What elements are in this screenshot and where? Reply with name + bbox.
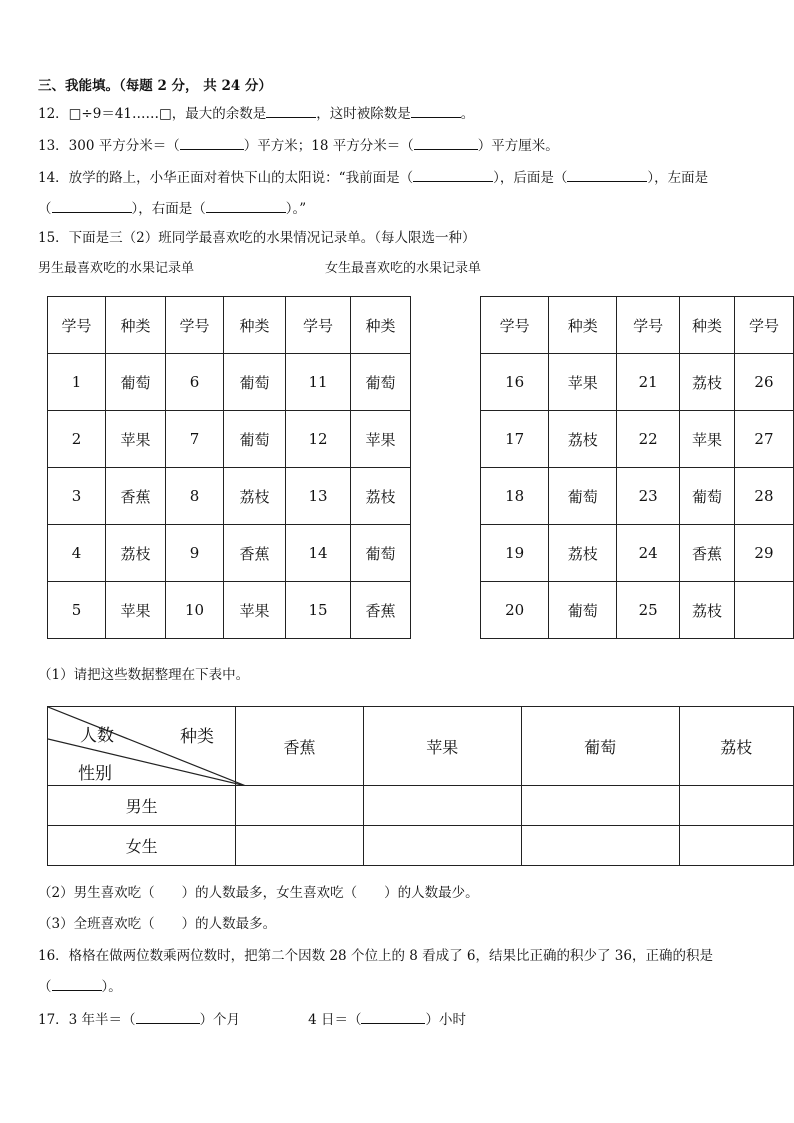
student-number-cell: 5	[48, 582, 106, 639]
girls-record-table-wrap	[480, 296, 794, 646]
student-number-cell: 10	[166, 582, 224, 639]
student-number-cell: 15	[286, 582, 351, 639]
boys-header-row	[48, 297, 411, 354]
q16-text-b: （	[38, 979, 52, 995]
question-14-line1	[38, 168, 708, 187]
student-number-cell: 14	[286, 525, 351, 582]
answer-cell[interactable]	[679, 786, 793, 826]
fruit-kind-cell: 荔枝	[106, 525, 166, 582]
row-label-girls: 女生	[48, 826, 236, 866]
student-number-cell: 28	[734, 468, 793, 525]
girls-row	[481, 525, 794, 582]
q14-text-a: 14．放学的路上，小华正面对着快下山的太阳说：“我前面是（	[38, 170, 414, 186]
sub-question-2: （2）男生喜欢吃（ ）的人数最多，女生喜欢吃（ ）的人数最少。	[38, 885, 479, 901]
student-number-cell: 13	[286, 468, 351, 525]
student-number-cell: 19	[481, 525, 549, 582]
student-number-cell: 22	[617, 411, 680, 468]
student-number-cell: 23	[617, 468, 680, 525]
fruit-kind-cell: 荔枝	[224, 468, 286, 525]
q16-blank[interactable]	[52, 977, 102, 991]
q17-blank-1[interactable]	[136, 1010, 200, 1024]
student-number-cell: 1	[48, 354, 106, 411]
answer-cell[interactable]	[236, 786, 364, 826]
fruit-kind-cell: 荔枝	[679, 582, 734, 639]
boys-record-table	[47, 296, 411, 639]
fruit-kind-cell: 葡萄	[224, 354, 286, 411]
q14-blank-1[interactable]	[413, 168, 493, 182]
fruit-kind-cell: 苹果	[224, 582, 286, 639]
fruit-kind-cell: 荔枝	[679, 354, 734, 411]
girls-row	[481, 354, 794, 411]
summary-header-row	[48, 707, 794, 786]
q13-blank-1[interactable]	[180, 136, 244, 150]
q17-text-a: 17．3 年半＝（	[38, 1012, 136, 1028]
student-number-cell: 4	[48, 525, 106, 582]
student-number-cell	[734, 582, 793, 639]
question-13	[38, 136, 559, 155]
girls-header-row	[481, 297, 794, 354]
summary-corner-cell	[48, 707, 236, 786]
student-number-cell: 11	[286, 354, 351, 411]
boys-row	[48, 411, 411, 468]
fruit-kind-cell: 葡萄	[351, 525, 411, 582]
q14-text-d: （	[38, 201, 52, 217]
header-cell: 种类	[679, 297, 734, 354]
sub-question-1: （1）请把这些数据整理在下表中。	[38, 667, 250, 683]
student-number-cell: 26	[734, 354, 793, 411]
q13-blank-2[interactable]	[414, 136, 478, 150]
q17-text-c: 4 日＝（	[308, 1012, 362, 1028]
fruit-header-apple: 苹果	[363, 707, 521, 786]
q17-blank-2[interactable]	[361, 1010, 425, 1024]
student-number-cell: 27	[734, 411, 793, 468]
q14-blank-2[interactable]	[567, 168, 647, 182]
girls-row	[481, 411, 794, 468]
fruit-kind-cell: 苹果	[679, 411, 734, 468]
question-15-intro: 15．下面是三（2）班同学最喜欢吃的水果情况记录单。（每人限选一种）	[38, 230, 476, 246]
fruit-kind-cell: 葡萄	[224, 411, 286, 468]
fruit-header-lychee: 荔枝	[679, 707, 793, 786]
boys-row	[48, 354, 411, 411]
boys-row	[48, 525, 411, 582]
boys-row	[48, 582, 411, 639]
student-number-cell: 18	[481, 468, 549, 525]
student-number-cell: 7	[166, 411, 224, 468]
fruit-kind-cell: 荔枝	[549, 411, 617, 468]
corner-kind-label: 种类	[180, 727, 214, 747]
question-16-line1: 16．格格在做两位数乘两位数时，把第二个因数 28 个位上的 8 看成了 6，结果比正确的积少了 36，正确的积是	[38, 948, 713, 964]
question-12	[38, 104, 474, 123]
question-14-line2	[38, 199, 306, 218]
girls-caption: 女生最喜欢吃的水果记录单	[325, 261, 482, 276]
fruit-kind-cell: 香蕉	[106, 468, 166, 525]
boys-caption: 男生最喜欢吃的水果记录单	[38, 261, 195, 276]
student-number-cell: 21	[617, 354, 680, 411]
question-16-line2	[38, 977, 122, 996]
student-number-cell: 3	[48, 468, 106, 525]
summary-row-boys	[48, 786, 794, 826]
student-number-cell: 25	[617, 582, 680, 639]
section-header: 三、我能填。（每题 2 分， 共 24 分）	[38, 78, 272, 94]
sub-question-3: （3）全班喜欢吃（ ）的人数最多。	[38, 916, 277, 932]
fruit-kind-cell: 苹果	[549, 354, 617, 411]
header-cell: 学号	[734, 297, 793, 354]
header-cell: 学号	[286, 297, 351, 354]
q12-blank-2[interactable]	[411, 104, 461, 118]
fruit-kind-cell: 苹果	[106, 411, 166, 468]
answer-cell[interactable]	[521, 826, 679, 866]
fruit-kind-cell: 荔枝	[549, 525, 617, 582]
answer-cell[interactable]	[679, 826, 793, 866]
student-number-cell: 24	[617, 525, 680, 582]
header-cell: 学号	[48, 297, 106, 354]
q14-text-b: ），后面是（	[493, 170, 568, 186]
fruit-kind-cell: 葡萄	[549, 468, 617, 525]
fruit-kind-cell: 苹果	[351, 411, 411, 468]
header-cell: 学号	[617, 297, 680, 354]
header-cell: 学号	[481, 297, 549, 354]
q14-blank-3[interactable]	[52, 199, 132, 213]
q13-text-c: ）平方厘米。	[477, 138, 559, 154]
fruit-kind-cell: 香蕉	[351, 582, 411, 639]
boys-row	[48, 468, 411, 525]
answer-cell[interactable]	[363, 826, 521, 866]
q14-text-e: ），右面是（	[131, 201, 206, 217]
q12-blank-1[interactable]	[266, 104, 316, 118]
student-number-cell: 20	[481, 582, 549, 639]
header-cell: 种类	[224, 297, 286, 354]
summary-table	[47, 706, 794, 866]
q12-text-a: 12．□÷9＝41……□，最大的余数是	[38, 106, 267, 122]
girls-record-table	[480, 296, 794, 639]
q17-text-d: ）小时	[425, 1012, 466, 1028]
summary-row-girls	[48, 826, 794, 866]
girls-row	[481, 582, 794, 639]
fruit-kind-cell: 香蕉	[679, 525, 734, 582]
fruit-kind-cell: 葡萄	[106, 354, 166, 411]
q17-text-b: ）个月	[199, 1012, 241, 1028]
row-label-boys: 男生	[48, 786, 236, 826]
answer-cell[interactable]	[236, 826, 364, 866]
corner-gender-label: 性别	[78, 764, 112, 784]
header-cell: 种类	[549, 297, 617, 354]
header-cell: 种类	[351, 297, 411, 354]
header-cell: 种类	[106, 297, 166, 354]
q14-blank-4[interactable]	[206, 199, 286, 213]
q14-text-f: ）。”	[285, 201, 307, 217]
student-number-cell: 8	[166, 468, 224, 525]
student-number-cell: 6	[166, 354, 224, 411]
answer-cell[interactable]	[363, 786, 521, 826]
fruit-kind-cell: 葡萄	[679, 468, 734, 525]
student-number-cell: 9	[166, 525, 224, 582]
fruit-kind-cell: 葡萄	[351, 354, 411, 411]
summary-table-wrap	[47, 706, 794, 868]
student-number-cell: 12	[286, 411, 351, 468]
girls-row	[481, 468, 794, 525]
fruit-kind-cell: 香蕉	[224, 525, 286, 582]
fruit-kind-cell: 葡萄	[549, 582, 617, 639]
corner-people-label: 人数	[80, 726, 114, 746]
fruit-kind-cell: 荔枝	[351, 468, 411, 525]
student-number-cell: 16	[481, 354, 549, 411]
q13-text-b: ）平方米；18 平方分米＝（	[243, 138, 414, 154]
q12-text-b: ，这时被除数是	[316, 106, 411, 122]
student-number-cell: 2	[48, 411, 106, 468]
header-cell: 学号	[166, 297, 224, 354]
q12-text-c: 。	[460, 106, 475, 122]
fruit-header-banana: 香蕉	[236, 707, 364, 786]
q14-text-c: ），左面是	[647, 170, 709, 186]
student-number-cell: 17	[481, 411, 549, 468]
fruit-header-grape: 葡萄	[521, 707, 679, 786]
q13-text-a: 13．300 平方分米＝（	[38, 138, 180, 154]
answer-cell[interactable]	[521, 786, 679, 826]
q16-text-c: ）。	[101, 979, 122, 995]
student-number-cell: 29	[734, 525, 793, 582]
question-17	[38, 1010, 466, 1029]
fruit-kind-cell: 苹果	[106, 582, 166, 639]
